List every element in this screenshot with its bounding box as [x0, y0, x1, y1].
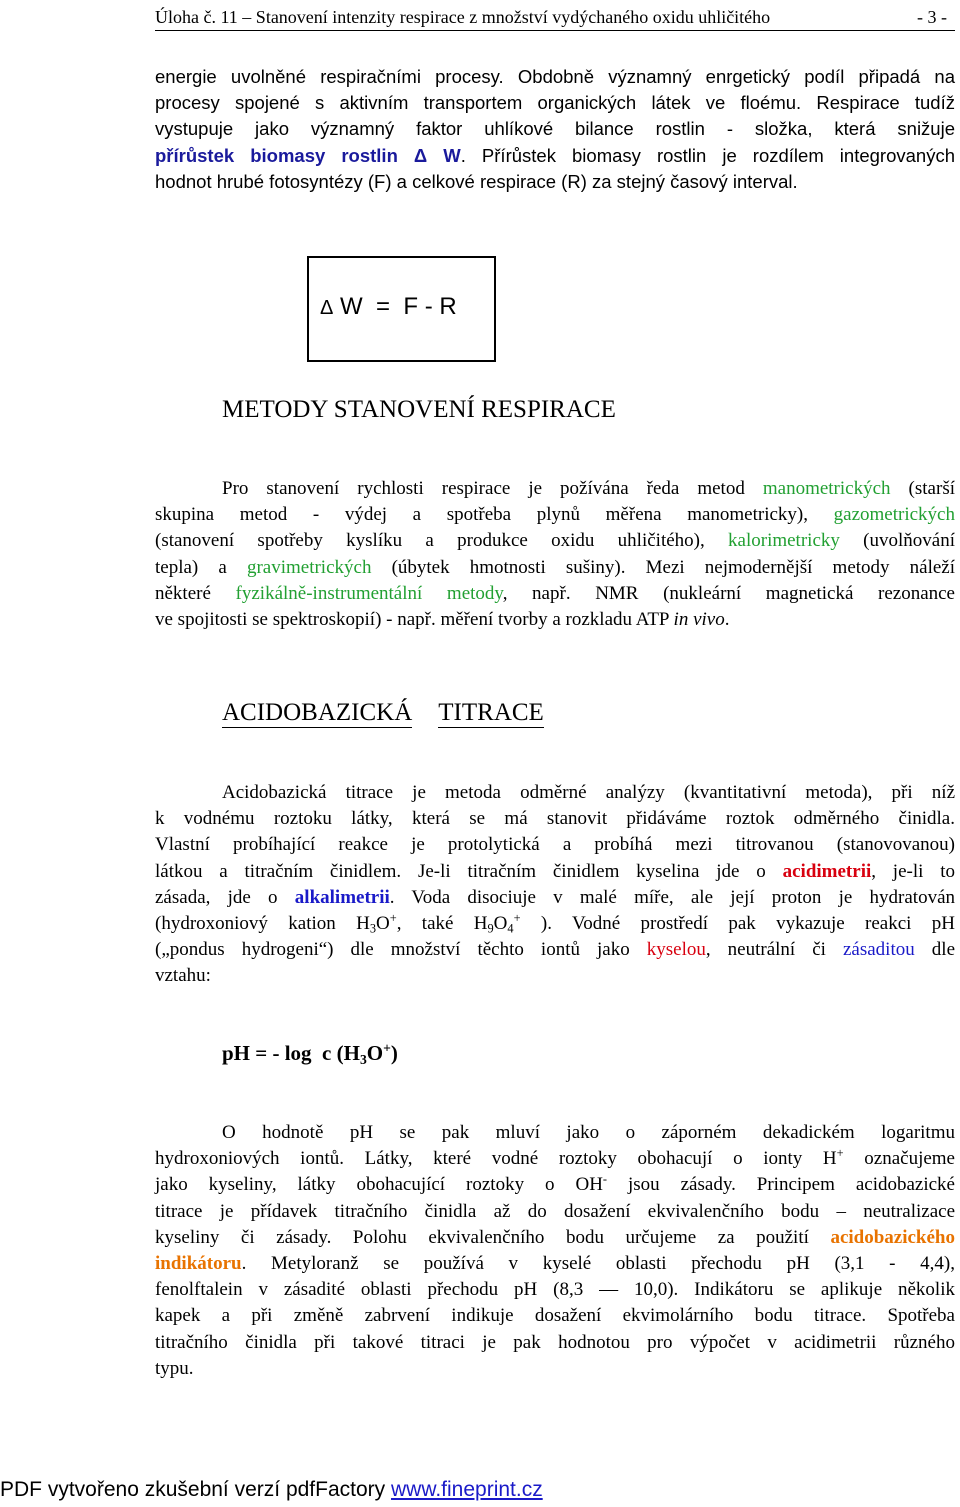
text-line: k vodnému roztoku látky, která se má stanovit přidáváme roztok odměrného činidla.	[155, 808, 955, 830]
text-line: hodnot hrubé fotosyntézy (F) a celkové respirace (R) za stejný časový interval.	[155, 170, 798, 192]
term-basic: zásaditou	[842, 939, 915, 961]
biomass-formula: Δ W = F - R	[320, 293, 457, 320]
heading-methods: METODY STANOVENÍ RESPIRACE	[222, 396, 616, 423]
text-line: kapek a při změně zabrvení indikuje dosažení ekvimolárního bodu titrace. Spotřeba	[155, 1305, 955, 1327]
text-line: Vlastní probíhající reakce je protolytická a probíhá mezi titrovanou (stanovovanou)	[155, 834, 955, 856]
delta-symbol: Δ	[320, 297, 334, 319]
heading-titration: ACIDOBAZICKÁ TITRACE	[222, 699, 544, 726]
paragraph-titration	[155, 780, 955, 990]
text-line: vystupuje jako významný faktor uhlíkové bilance rostlin - složka, která snižuje	[155, 118, 955, 140]
text-line: fenolftalein v zásadité oblasti přechodu pH (8,3 — 10,0). Indikátoru se aplikuje několik	[155, 1279, 955, 1301]
term-gazometric: gazometrických	[833, 504, 955, 526]
text-line: hydroxoniových iontů. Látky, které vodné roztoky obohacují o ionty H+ označujeme	[155, 1146, 955, 1170]
paragraph-respiration-balance	[155, 64, 955, 195]
footer-text: PDF vytvořeno zkušební verzí pdfFactory	[0, 1478, 391, 1501]
text-line: O hodnotě pH se pak mluví jako o záporném dekadickém logaritmu	[222, 1122, 955, 1143]
text-line: (hydroxoniový kation $H_3O^+$, také $H_9O_4^+$ ). Vodné prostředí pak vykazuje reakci pH	[155, 911, 955, 936]
text-line: procesy spojené s aktivním transportem organických látek ve floému. Respirace tudíž	[155, 92, 955, 114]
ph-formula: pH = - log c $(H_3O^+)$	[222, 1040, 398, 1068]
term-alkalimetry: alkalimetrii	[294, 886, 390, 908]
text-line: Pro stanovení rychlosti respirace je požívána ředa metod manometrických (starší	[222, 478, 955, 499]
term-gravimetric: gravimetrických	[246, 556, 372, 578]
paragraph-ph	[155, 1120, 955, 1382]
term-indicator: acidobazického	[830, 1226, 955, 1248]
biomass-increment-term: přírůstek biomasy rostlin Δ W	[155, 144, 461, 166]
text-line: kyseliny či zásady. Polohu ekvivalenčního bodu určujeme za použití acidobazického	[155, 1226, 955, 1248]
text-line: energie uvolněné respiračními procesy. Obdobně významný enrgetický podíl připadá na	[155, 66, 955, 87]
pdf-footer	[0, 1478, 543, 1502]
paragraph-methods	[155, 476, 955, 633]
text-line: tepla) a gravimetrických (úbytek hmotnosti sušiny). Mezi nejmodernější metody náleží	[155, 556, 956, 578]
text-line: látkou a titračním činidlem. Je-li titračním činidlem kyselina jde o acidimetrii, je-li to	[155, 860, 955, 882]
text-line: indikátoru. Metyloranž se používá v kyselé oblasti přechodu pH (3,1 - 4,4),	[155, 1252, 955, 1274]
text-line: titrace je přídavek titračního činidla až do dosažení ekvivalenčního bodu – neutralizace	[155, 1200, 955, 1222]
text-line: některé fyzikálně-instrumentální metody, např. NMR (nukleární magnetická rezonance	[155, 582, 955, 604]
page-number: - 3 -	[917, 7, 947, 27]
term-physical-instrumental: fyzikálně-instrumentální metody	[235, 582, 503, 604]
text-line: typu.	[155, 1357, 194, 1379]
term-calorimetric: kalorimetricky	[728, 530, 840, 552]
text-line: skupina metod - výdej a spotřeba plynů měřena manometricky), gazometrických	[155, 504, 955, 526]
text-line: jako kyseliny, látky obohacující roztoky o OH- jsou zásady. Principem acidobazické	[155, 1172, 955, 1196]
term-manometric: manometrických	[762, 478, 891, 499]
text-line: přírůstek biomasy rostlin Δ W. Přírůstek biomasy rostlin je rozdílem integrovaných	[155, 144, 955, 166]
footer-link[interactable]: www.fineprint.cz	[390, 1478, 543, 1501]
page-header	[155, 4, 955, 31]
text-line: zásada, jde o alkalimetrii. Voda disociuje v malé míře, ale její proton je hydratován	[155, 886, 956, 908]
text-line: (stanovení spotřeby kyslíku a produkce oxidu uhličitého), kalorimetricky (uvolňování	[155, 530, 955, 552]
text-line: ve spojitosti se spektroskopií) - např. měření tvorby a rozkladu ATP in vivo.	[155, 608, 730, 630]
text-line: Acidobazická titrace je metoda odměrné analýzy (kvantitativní metoda), při níž	[222, 782, 955, 803]
term-acidimetry: acidimetrii	[782, 860, 872, 882]
term-acidic: kyselou	[646, 939, 706, 961]
text-line: vztahu:	[155, 965, 211, 987]
header-title: Úloha č. 11 – Stanovení intenzity respirace z množství vydýchaného oxidu uhličitého	[155, 7, 771, 27]
text-line: („pondus hydrogeni“) dle množství těchto iontů jako kyselou, neutrální či zásaditou dle	[155, 939, 955, 961]
text-line: titračního činidla při takové titraci je pak hodnotou pro výpočet v acidimetrii různého	[155, 1331, 955, 1353]
